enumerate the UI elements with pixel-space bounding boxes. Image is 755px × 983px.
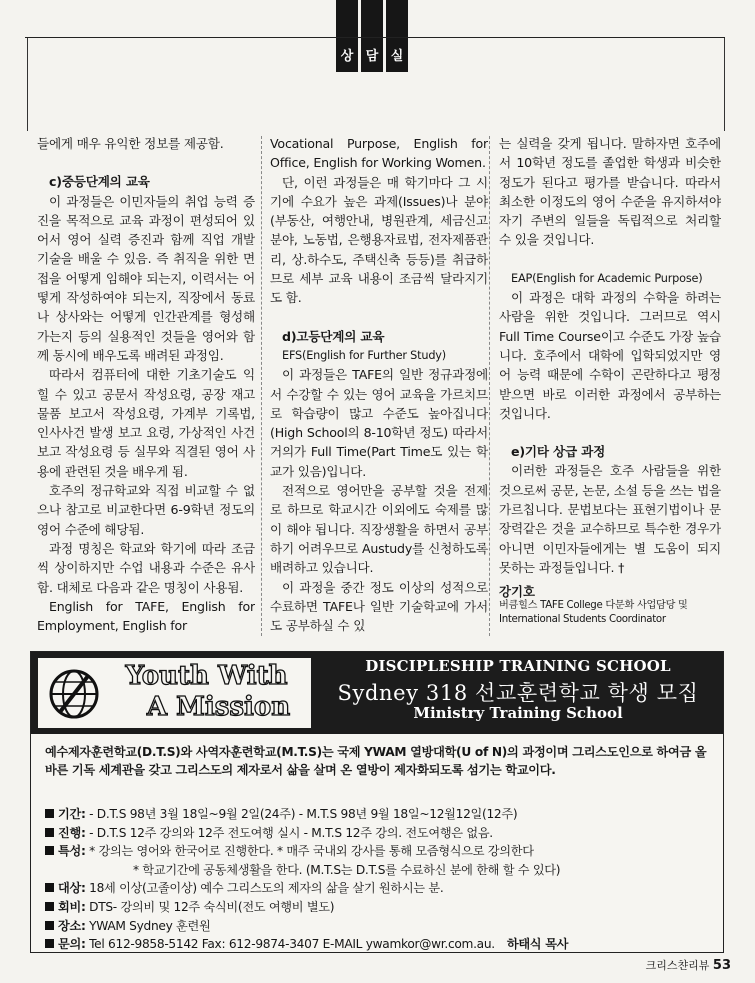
ad-subtitle-english: Ministry Training School xyxy=(413,704,623,722)
square-bullet-icon xyxy=(45,883,54,892)
paragraph: English for TAFE, English for Employment, English for xyxy=(37,598,255,634)
ad-header xyxy=(31,652,723,734)
paragraph: 는 실력을 갖게 됩니다. 말하자면 호주에서 10학년 정도를 졸업한 학생과 비슷한 정도가 된다고 평가를 받습니다. 따라서 최소한 이정도의 영어 수준을 유지하셔야 자기 주변의 일들을 독립적으로 처리할 수 있을 것입니다. xyxy=(499,136,721,248)
detail-label: 회비: xyxy=(58,899,86,914)
page-footer xyxy=(646,957,731,973)
detail-row-period xyxy=(45,805,717,824)
author-role: 버큼힐스 TAFE College 다문화 사업담당 및 xyxy=(499,600,688,611)
paragraph: 단, 이런 과정들은 매 학기마다 그 시기에 수요가 높은 과제(Issues)나 분야(부동산, 여행안내, 병원관계, 세금신고분야, 노동법, 은행용자료법, 전자제품관리, 상.하수도, 주택신축 등등)를 취급하므로 세부 교육 내용이 조금씩 달라지기도 함. xyxy=(270,174,488,306)
detail-label: 진행: xyxy=(58,825,86,840)
detail-label: 대상: xyxy=(58,881,86,896)
detail-label: 특성: xyxy=(58,844,86,859)
contact-person: 하태식 목사 xyxy=(506,937,569,952)
detail-row-place xyxy=(45,917,717,936)
column-2 xyxy=(270,134,488,639)
paragraph: Vocational Purpose, English for Office, English for Working Women. xyxy=(270,136,488,171)
paragraph: 전적으로 영어만을 공부할 것을 전제로 하므로 학교시간 이외에도 숙제를 많이 해야 됩니다. 직장생활을 하면서 공부하기 어려우므로 Austudy를 신청하도록 배려하고 있습니다. xyxy=(270,483,488,576)
column-1 xyxy=(37,134,255,639)
detail-value: - D.T.S 98년 3월 18일~9월 2일(24주) - M.T.S 98년 9월 18일~12월12일(12주) xyxy=(89,807,518,821)
paragraph: 들에게 매우 유익한 정보를 제공함. xyxy=(37,136,224,151)
paragraph: 이러한 과정들은 호주 사람들을 위한 것으로써 공문, 논문, 소설 등을 쓰는 법을 가르칩니다. 문법보다는 표현기법이나 문장력같은 것을 교수하므로 특수한 경우가 아니면 이민자들에게는 별 도움이 되지 못하는 과정들입니다. † xyxy=(499,463,721,575)
ad-title-korean: Sydney 318 선교훈련학교 학생 모집 xyxy=(337,681,699,705)
detail-row-progress xyxy=(45,824,717,843)
header-tabs xyxy=(336,0,408,72)
section-heading: e)기타 상급 과정 xyxy=(511,444,606,460)
paragraph: 이 과정은 대학 과정의 수학을 하려는 사람을 위한 것입니다. 그러므로 역시 Full Time Course이고 수준도 가장 높습니다. 호주에서 대학에 입학되었지만 영어 능력 때문에 수학이 곤란하다고 평정받으면 바로 이러한 과정에서 공부하는 것입니다. xyxy=(499,290,721,421)
column-separator xyxy=(261,136,262,636)
frame-left xyxy=(27,38,28,131)
section-heading: d)고등단계의 교육 xyxy=(282,328,385,344)
detail-label: 기간: xyxy=(58,807,86,821)
magazine-name: 크리스챤리뷰 xyxy=(645,959,710,972)
page-number: 53 xyxy=(712,958,731,973)
course-name: EFS(English for Further Study) xyxy=(282,348,447,362)
ad-intro: 예수제자훈련학교(D.T.S)와 사역자훈련학교(M.T.S)는 국제 YWAM 열방대학(U of N)의 과정이며 그리스도인으로 하여금 올바른 기독 세계관을 갖고 그리스도의 제자로서 삶을 살며 온 열방이 제자화되도록 섬기는 학교이다. xyxy=(45,745,707,777)
advertisement xyxy=(30,651,724,953)
globe-icon xyxy=(46,668,102,720)
ad-title-english: DISCIPLESHIP TRAINING SCHOOL xyxy=(365,657,671,675)
detail-row-fee xyxy=(45,898,717,917)
paragraph: 과정 명칭은 학교와 학기에 따라 조금씩 상이하지만 수업 내용과 수준은 유사함. 대체로 다음과 같은 명칭이 사용됨. xyxy=(37,540,255,595)
header-tab: 상 xyxy=(336,0,358,72)
paragraph: 이 과정을 중간 정도 이상의 성적으로 수료하면 TAFE나 일반 기술학교에 가서도 공부하실 수 있 xyxy=(270,579,488,634)
detail-value: YWAM Sydney 훈련원 xyxy=(89,918,211,933)
logo-line: A Mission xyxy=(146,692,291,722)
paragraph: 이 과정들은 TAFE의 일반 정규과정에서 수강할 수 있는 영어 교육을 가르치므로 학습량이 많고 수준도 높아집니다(High School의 8-10학년 정도) 따라서 거의가 Full Time(Part Time도 있는 학교가 있음)입니다. xyxy=(270,367,488,479)
header-tab: 담 xyxy=(361,0,383,72)
detail-continuation: * 학교기간에 공동체생활을 한다. (M.T.S는 D.T.S를 수료하신 분에 한해 할 수 있다) xyxy=(133,862,561,877)
ad-details xyxy=(45,805,717,954)
square-bullet-icon xyxy=(45,939,54,948)
header-tab: 실 xyxy=(386,0,408,72)
paragraph: 호주의 정규학교와 직접 비교할 수 없으나 참고로 비교한다면 6-9학년 정도의 영어 수준에 해당됨. xyxy=(37,483,255,537)
detail-value: DTS- 강의비 및 12주 숙식비(전도 여행비 별도) xyxy=(89,899,335,914)
detail-value: - D.T.S 12주 강의와 12주 전도여행 실시 - M.T.S 12주 강의. 전도여행은 없음. xyxy=(89,825,493,840)
square-bullet-icon xyxy=(45,921,54,930)
paragraph: 이 과정들은 이민자들의 취업 능력 증진을 목적으로 교육 과정이 편성되어 있어서 영어 실력 증진과 함께 직업 개발 기술을 배울 수 있음. 즉 취직을 위한 면접을 어떻게 임해야 되는지, 이력서는 어떻게 작성하여야 되는지, 직장에서 동료나 상사와는 어떻게 인간관계를 형성해 가는지 등의 실용적인 것들을 영어와 함께 동시에 배우도록 배려된 과정임. xyxy=(37,193,255,363)
section-heading: c)중등단계의 교육 xyxy=(49,174,150,190)
author-role: International Students Coordinator xyxy=(499,614,666,625)
square-bullet-icon xyxy=(45,809,54,818)
detail-label: 문의: xyxy=(58,937,86,952)
detail-row-target xyxy=(45,879,717,898)
ywam-logo xyxy=(38,658,311,728)
author-name: 강기호 xyxy=(499,584,535,599)
detail-row-contact xyxy=(45,935,717,954)
author-block xyxy=(499,585,721,627)
square-bullet-icon xyxy=(45,902,54,911)
frame-right xyxy=(724,38,725,131)
column-3 xyxy=(499,134,721,639)
square-bullet-icon xyxy=(45,846,54,855)
logo-line: Youth With xyxy=(125,661,288,691)
detail-row-feature xyxy=(45,842,717,861)
detail-value: * 강의는 영어와 한국어로 진행한다. * 매주 국내외 강사를 통해 모즘형식으로 강의한다 xyxy=(89,844,534,859)
square-bullet-icon xyxy=(45,828,54,837)
detail-label: 장소: xyxy=(58,918,86,933)
course-name: EAP(English for Academic Purpose) xyxy=(511,271,703,285)
paragraph: 따라서 컴퓨터에 대한 기초기술도 익힐 수 있고 공문서 작성요령, 공장 재고 물품 보고서 작성요령, 가계부 기록법, 인사사건 발생 보고 요령, 가상적인 사건 보고 작성요령 등 실무와 직결된 영어 사용에 관련된 것을 배우게 됨. xyxy=(37,367,255,479)
detail-value: 18세 이상(고졸이상) 예수 그리스도의 제자의 삶을 살기 원하시는 분. xyxy=(89,881,444,896)
top-rule xyxy=(25,37,725,38)
column-separator xyxy=(489,136,490,636)
logo-wordmark xyxy=(104,660,309,722)
detail-value: Tel 612-9858-5142 Fax: 612-9874-3407 E-MAIL ywamkor@wr.com.au. xyxy=(89,937,495,952)
